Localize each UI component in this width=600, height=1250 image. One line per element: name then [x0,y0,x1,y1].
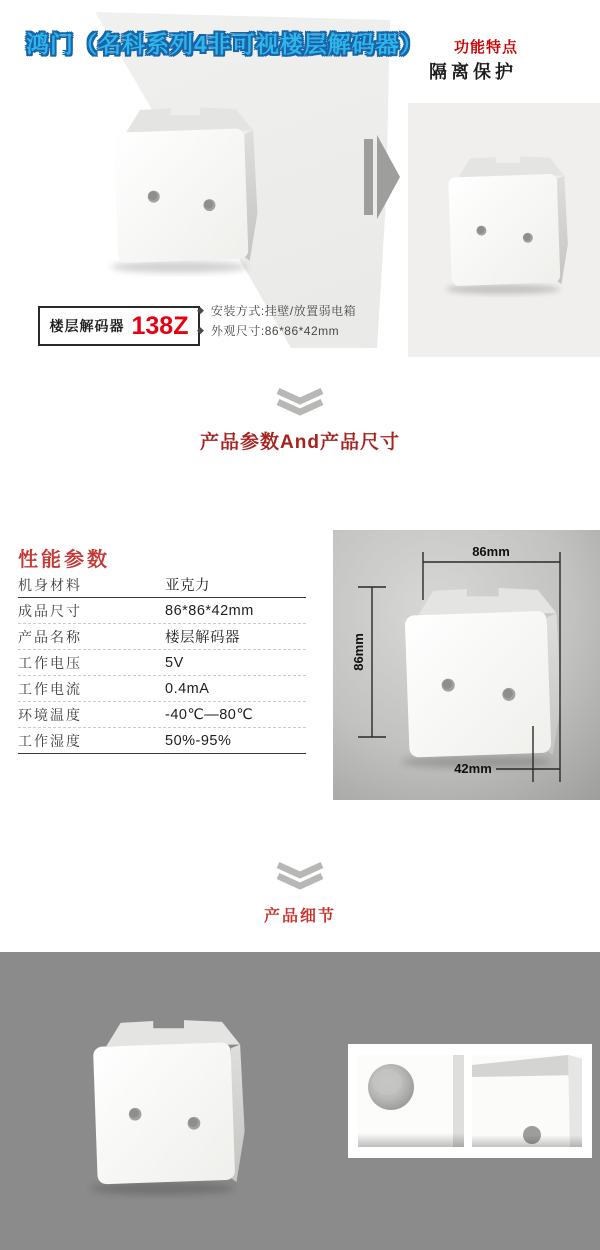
spec-value: 5V [165,654,184,671]
spec-label: 机身材料 [18,576,82,593]
product-photo-feature [430,143,580,299]
install-notes [197,300,356,340]
detail-corner-close-up [472,1055,582,1147]
section-title-details: 产品细节 [263,908,336,925]
table-row [18,598,306,624]
spec-heading: 性能参数 [18,549,110,571]
model-label-box [38,306,200,346]
table-row [18,650,306,676]
table-row [18,728,306,754]
spec-table [18,572,306,754]
double-chevron-down-icon [274,388,326,416]
dimension-drawing [333,530,600,800]
spec-label: 工作电流 [18,680,82,697]
table-row [18,676,306,702]
spec-value: 楼层解码器 [165,630,240,646]
diamond-bullet-icon: ◆ [197,304,204,315]
note-text: 安装方式:挂壁/放置弱电箱 [210,303,357,318]
note-text: 外观尺寸:86*86*42mm [210,323,340,338]
spec-value: 0.4mA [165,680,210,697]
dim-width-label: 86mm [472,544,510,559]
spec-label: 工作电压 [18,654,82,671]
feature-image-panel [408,103,600,357]
diamond-bullet-icon: ◆ [197,324,204,335]
product-photo-main [92,86,272,284]
model-number: 138Z [131,311,189,340]
features-heading: 功能特点 [454,39,519,56]
table-row [18,624,306,650]
detail-hole-close-up [358,1055,464,1147]
page-title: 鸿门（名科系列4非可视楼层解码器） [26,31,424,57]
spec-label: 工作湿度 [18,732,82,749]
table-row [18,702,306,728]
detail-close-up-panel [348,1044,592,1158]
list-item [197,320,356,340]
dim-height-label: 86mm [351,633,366,671]
arrow-right-icon [364,134,400,220]
dimension-figure [333,530,600,800]
spec-label: 环境温度 [18,706,82,723]
product-name-label: 楼层解码器 [49,318,125,334]
double-chevron-down-icon [274,862,326,890]
spec-value: 86*86*42mm [165,602,254,619]
spec-value: -40℃—80℃ [165,706,254,723]
table-row [18,572,306,598]
dim-depth-label: 42mm [454,761,492,776]
spec-value: 亚克力 [165,578,210,594]
product-photo-detail [70,1002,260,1202]
section-title-params: 产品参数And产品尺寸 [200,432,400,453]
spec-label: 成品尺寸 [18,602,82,619]
product-detail-strip [0,952,600,1250]
list-item [197,300,356,320]
spec-value: 50%-95% [165,732,232,749]
feature-item: 隔离保护 [429,62,517,83]
spec-label: 产品名称 [18,628,82,645]
